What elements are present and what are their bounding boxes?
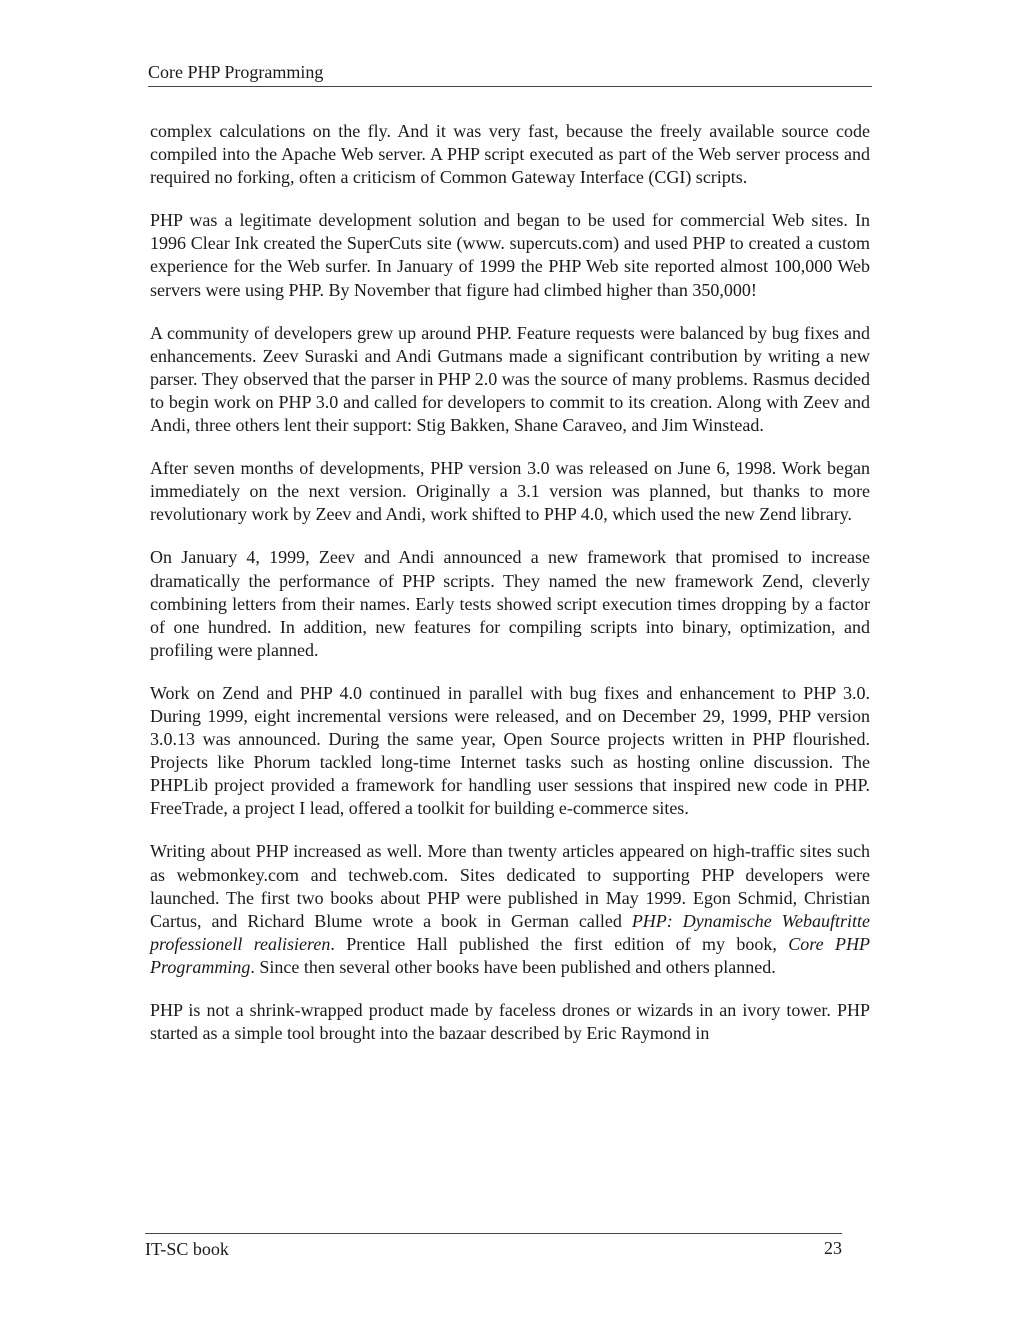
paragraph-7-text-a: Writing about PHP increased as well. More than twenty articles appeared on high-traffic sites such as webmonkey.com and techweb.com. Sites dedicated to supporting PHP developers were launched. The first two books about PHP were published in May 1999. Egon Schmid, Christian Cartus, and Richard Blume wrote a book in German called xyxy=(150,841,870,931)
paragraph-2: PHP was a legitimate development solution and began to be used for commercial Web sites. In 1996 Clear Ink created the SuperCuts site (www. supercuts.com) and used PHP to created a custom experience for the Web surfer. In January of 1999 the PHP Web site reported almost 100,000 Web servers were using PHP. By November that figure had climbed higher than 350,000! xyxy=(150,210,870,300)
paragraph-7-text-b: . Prentice Hall published the first edition of my book, xyxy=(330,933,789,954)
paragraph-6: Work on Zend and PHP 4.0 continued in parallel with bug fixes and enhancement to PHP 3.0. During 1999, eight incremental versions were released, and on December 29, 1999, PHP version 3.0.13 was announced. During the same year, Open Source projects written in PHP flourished. Projects like Phorum tackled long-time Internet tasks such as hosting online discussion. The PHPLib project provided a framework for handling user sessions that inspired new code in PHP. FreeTrade, a project I lead, offered a toolkit for building e-commerce sites. xyxy=(150,682,870,819)
paragraph-7-text-c: . Since then several other books have been published and others planned. xyxy=(250,956,776,977)
footer-source: IT-SC book xyxy=(145,1239,229,1259)
paragraph-4: After seven months of developments, PHP version 3.0 was released on June 6, 1998. Work began immediately on the next version. Originally a 3.1 version was planned, but thanks to more revolutionary work by Zeev and Andi, work shifted to PHP 4.0, which used the new Zend library. xyxy=(150,458,870,525)
paragraph-5: On January 4, 1999, Zeev and Andi announced a new framework that promised to increase dramatically the performance of PHP scripts. They named the new framework Zend, cleverly combining letters from their names. Early tests showed script execution times dropping by a factor of one hundred. In addition, new features for compiling scripts into binary, optimization, and profiling were planned. xyxy=(150,547,870,660)
book-title-german: PHP: Dynamische Webauftritte professionell realisieren xyxy=(150,910,870,954)
book-title-core-php: Core PHP Programming xyxy=(150,933,870,977)
paragraph-7 xyxy=(150,840,870,979)
paragraph-1: complex calculations on the fly. And it was very fast, because the freely available source code compiled into the Apache Web server. A PHP script executed as part of the Web server process and required no forking, often a criticism of Common Gateway Interface (CGI) scripts. xyxy=(150,121,870,188)
paragraph-8: PHP is not a shrink-wrapped product made by faceless drones or wizards in an ivory tower. PHP started as a simple tool brought into the bazaar described by Eric Raymond in xyxy=(150,1000,870,1044)
page-number: 23 xyxy=(824,1238,842,1258)
paragraph-3: A community of developers grew up around PHP. Feature requests were balanced by bug fixes and enhancements. Zeev Suraski and Andi Gutmans made a significant contribution by writing a new parser. They observed that the parser in PHP 2.0 was the source of many problems. Rasmus decided to begin work on PHP 3.0 and called for developers to commit to its creation. Along with Zeev and Andi, three others lent their support: Stig Bakken, Shane Caraveo, and Jim Winstead. xyxy=(150,322,870,436)
running-header: Core PHP Programming xyxy=(148,62,324,82)
page-body xyxy=(150,120,870,1065)
footer-divider xyxy=(145,1233,842,1234)
header-divider xyxy=(148,86,872,87)
